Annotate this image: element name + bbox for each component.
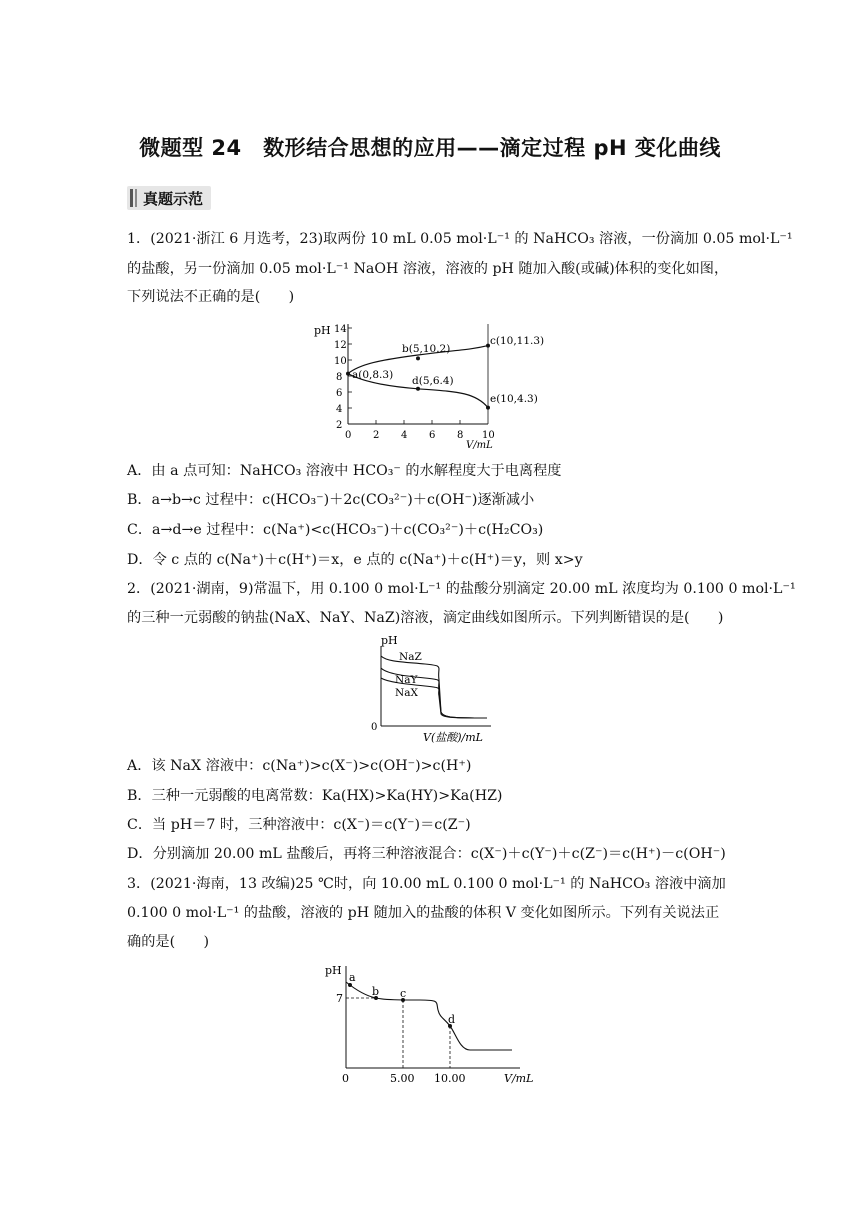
q2-xlabel: V(盐酸)/mL [423,731,483,744]
q2-option-c: C．当 pH＝7 时，三种溶液中：c(X⁻)＝c(Y⁻)＝c(Z⁻) [127,817,471,833]
q1-ytick: 14 [334,324,347,335]
q3-line: 0.100 0 mol·L⁻¹ 的盐酸，溶液的 pH 随加入的盐酸的体积 V 变化如图所示。下列有关说法正 [127,905,720,921]
q2-legend-nax: NaX [395,687,418,699]
q1-label-c: c(10,11.3) [490,335,545,347]
q2-line: 的三种一元弱酸的钠盐(NaX、NaY、NaZ)溶液，滴定曲线如图所示。下列判断错误的是( ) [127,610,724,626]
q3-line: 3．(2021·海南，13 改编)25 ℃时，向 10.00 mL 0.100 0 mol·L⁻¹ 的 NaHCO₃ 溶液中滴加 [127,876,726,892]
q1-ytick: 2 [336,420,343,431]
q2-legend-nay: NaY [395,674,418,686]
q1-xtick: 4 [401,430,408,441]
q1-label-d: d(5,6.4) [412,375,454,387]
q2-option-b: B．三种一元弱酸的电离常数：Ka(HX)>Ka(HY)>Ka(HZ) [127,788,503,804]
q1-ytick: 8 [336,372,343,383]
q1-point-e [486,406,490,410]
q1-xtick: 2 [373,430,380,441]
q1-line: 1．(2021·浙江 6 月选考，23)取两份 10 mL 0.05 mol·L⁻¹ 的 NaHCO₃ 溶液，一份滴加 0.05 mol·L⁻¹ [127,231,793,247]
q2-legend-naz: NaZ [399,651,422,663]
q1-line: 下列说法不正确的是( ) [127,289,295,305]
tag-bar-icon [135,189,137,207]
page-title: 微题型 24 数形结合思想的应用——滴定过程 pH 变化曲线 [139,136,721,160]
q1-line: 的盐酸，另一份滴加 0.05 mol·L⁻¹ NaOH 溶液，溶液的 pH 随加入酸(或碱)体积的变化如图， [127,261,729,277]
q1-chart [310,320,570,450]
section-tag [127,186,211,210]
q1-ylabel: pH [314,324,331,337]
q1-option-c: C．a→d→e 过程中：c(Na⁺)<c(HCO₃⁻)＋c(CO₃²⁻)＋c(H₂CO₃) [127,522,544,538]
q2-option-d: D．分别滴加 20.00 mL 盐酸后，再将三种溶液混合：c(X⁻)＋c(Y⁻)＋c(Z⁻)＝c(H⁺)－c(OH⁻) [127,846,726,862]
q2-line: 2．(2021·湖南，9)常温下，用 0.100 0 mol·L⁻¹ 的盐酸分别滴定 20.00 mL 浓度均为 0.100 0 mol·L⁻¹ [127,581,796,597]
q3-curve [346,982,512,1050]
q3-label-c: c [400,987,407,1000]
q2-chart [365,632,515,747]
q1-option-a: A．由 a 点可知：NaHCO₃ 溶液中 HCO₃⁻ 的水解程度大于电离程度 [127,463,562,479]
q1-ytick: 10 [334,356,347,367]
q2-ylabel: pH [381,634,398,647]
q1-ytick: 12 [334,340,347,351]
q3-chart [320,960,550,1090]
q3-xlabel: V/mL [504,1072,534,1085]
q1-point-b [416,356,420,360]
q1-option-d: D．令 c 点的 c(Na⁺)＋c(H⁺)＝x，e 点的 c(Na⁺)＋c(H⁺)＝y，则 x>y [127,552,583,568]
q1-label-a: a(0,8.3) [352,369,394,381]
q3-xtick: 5.00 [390,1072,415,1085]
q1-label-e: e(10,4.3) [490,393,538,405]
q2-origin: 0 [371,722,378,733]
q1-label-b: b(5,10.2) [402,343,451,355]
q3-ylabel: pH [325,964,342,977]
q3-label-a: a [349,971,356,984]
q3-line: 确的是( ) [127,934,210,950]
q3-label-d: d [448,1013,456,1026]
q1-xtick: 0 [345,430,352,441]
tag-bar-icon [130,189,133,207]
q3-y7: 7 [336,992,343,1005]
section-tag-label: 真题示范 [143,189,204,208]
q1-point-d [416,387,420,391]
q1-option-b: B．a→b→c 过程中：c(HCO₃⁻)＋2c(CO₃²⁻)＋c(OH⁻)逐渐减小 [127,492,535,508]
q1-xlabel: V/mL [466,440,493,450]
q3-xtick: 10.00 [434,1072,466,1085]
q3-label-b: b [372,985,380,998]
q1-point-a [346,372,350,376]
q3-xtick: 0 [342,1072,349,1085]
q1-xtick: 8 [457,430,464,441]
q1-ytick: 4 [336,404,343,415]
q1-xtick: 6 [429,430,436,441]
q2-option-a: A．该 NaX 溶液中：c(Na⁺)>c(X⁻)>c(OH⁻)>c(H⁺) [127,758,472,774]
q1-xtick: 10 [482,430,495,441]
q1-ytick: 6 [336,388,343,399]
